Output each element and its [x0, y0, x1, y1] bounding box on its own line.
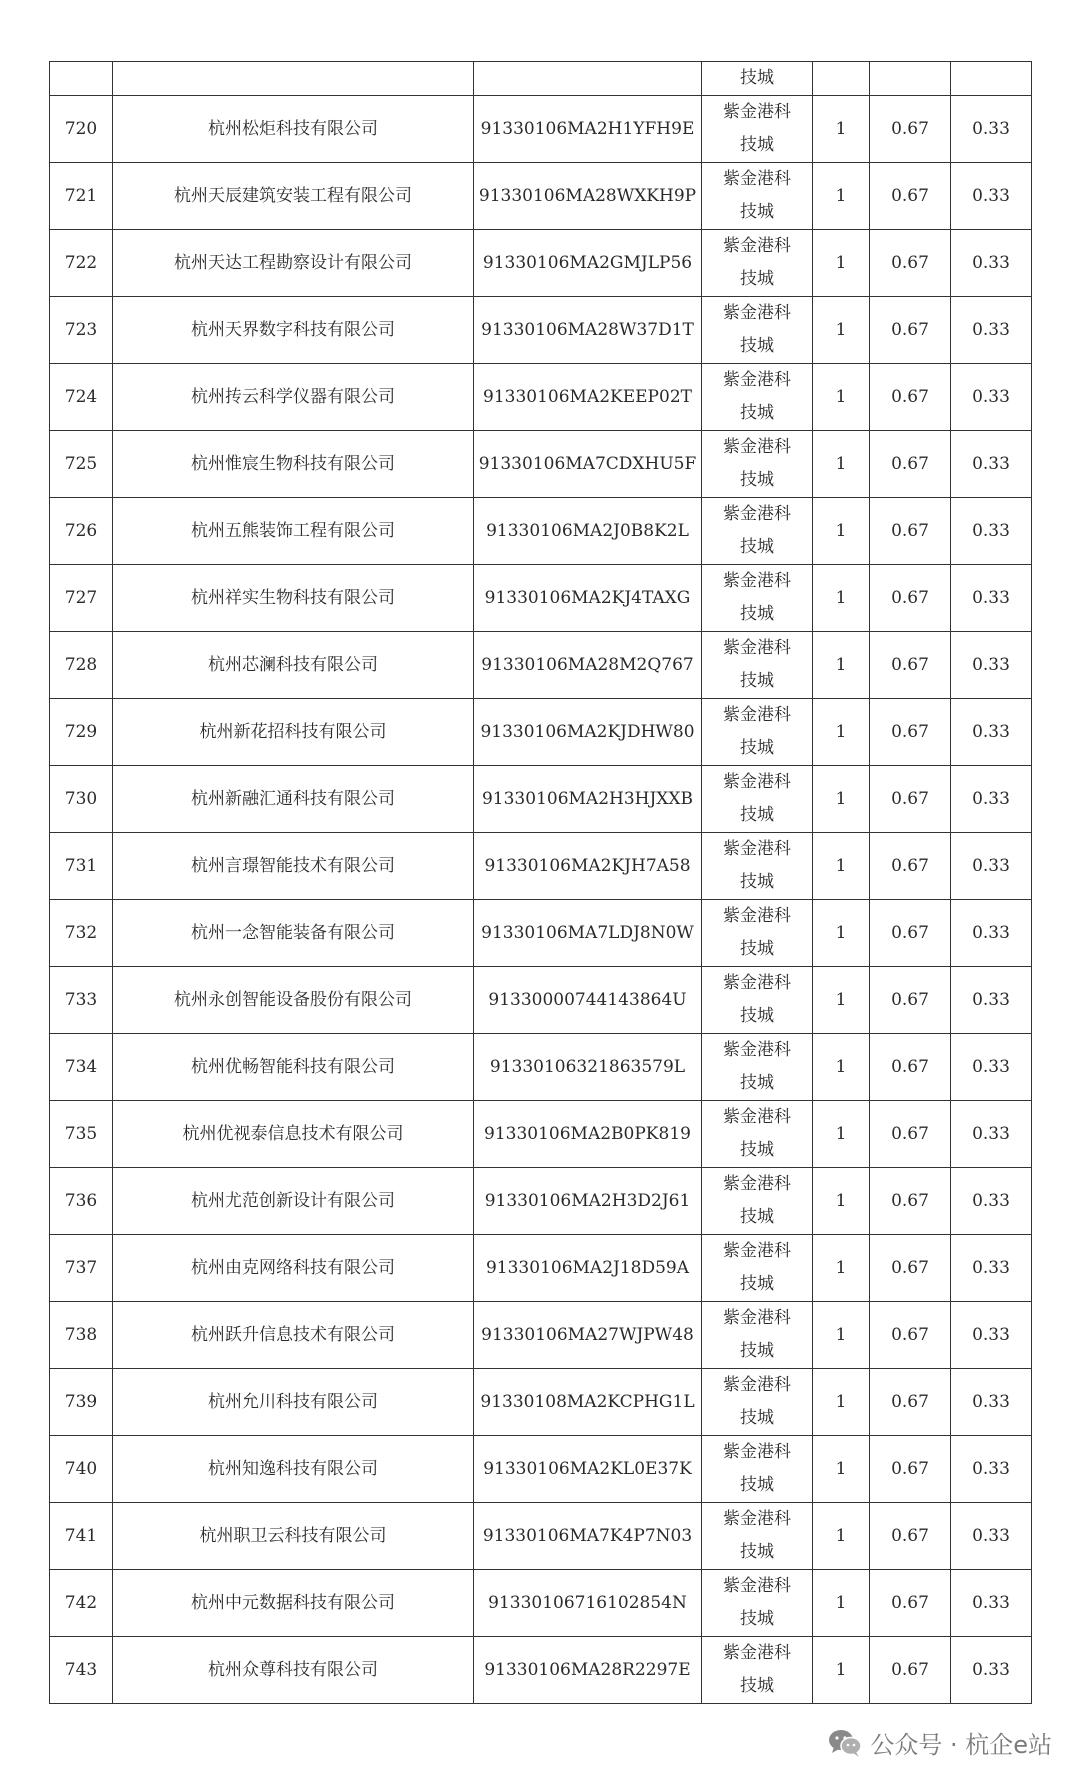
table-row — [50, 364, 1032, 431]
area-line: 技城 — [740, 1542, 774, 1562]
value-c: 0.33 — [951, 1302, 1032, 1369]
table-row — [50, 900, 1032, 967]
value-a: 1 — [813, 565, 870, 632]
area-line: 紫金港科 — [723, 1107, 791, 1127]
value-b: 0.67 — [870, 364, 951, 431]
credit-code: 91330106MA2J0B8K2L — [474, 498, 702, 565]
area-line: 紫金港科 — [723, 236, 791, 256]
company-name: 杭州一念智能装备有限公司 — [113, 900, 474, 967]
value-a: 1 — [813, 1637, 870, 1704]
company-name: 杭州由克网络科技有限公司 — [113, 1235, 474, 1302]
value-a: 1 — [813, 1503, 870, 1570]
table-row — [50, 230, 1032, 297]
credit-code: 91330108MA2KCPHG1L — [474, 1369, 702, 1436]
area-line: 技城 — [740, 269, 774, 289]
area-line: 技城 — [740, 470, 774, 490]
value-b: 0.67 — [870, 163, 951, 230]
row-number: 734 — [50, 1034, 113, 1101]
area-cell — [702, 699, 813, 766]
company-name: 杭州知逸科技有限公司 — [113, 1436, 474, 1503]
table-row — [50, 967, 1032, 1034]
value-a: 1 — [813, 1101, 870, 1168]
value-b: 0.67 — [870, 967, 951, 1034]
company-name: 杭州言璟智能技术有限公司 — [113, 833, 474, 900]
credit-code: 91330106716102854N — [474, 1570, 702, 1637]
company-name: 杭州跃升信息技术有限公司 — [113, 1302, 474, 1369]
company-name: 杭州优视泰信息技术有限公司 — [113, 1101, 474, 1168]
company-name: 杭州抟云科学仪器有限公司 — [113, 364, 474, 431]
value-b: 0.67 — [870, 1436, 951, 1503]
value-c: 0.33 — [951, 1570, 1032, 1637]
credit-code: 91330106MA2KEEP02T — [474, 364, 702, 431]
value-a: 1 — [813, 1436, 870, 1503]
area-cell — [702, 1302, 813, 1369]
area-cell — [702, 1369, 813, 1436]
area-line: 紫金港科 — [723, 906, 791, 926]
area-cell — [702, 498, 813, 565]
credit-code: 91330106MA7CDXHU5F — [474, 431, 702, 498]
table-row — [50, 632, 1032, 699]
area-line: 技城 — [740, 1073, 774, 1093]
credit-code: 91330106MA2KJH7A58 — [474, 833, 702, 900]
value-b: 0.67 — [870, 1570, 951, 1637]
area-cell — [702, 565, 813, 632]
credit-code: 91330106MA2KJDHW80 — [474, 699, 702, 766]
value-c: 0.33 — [951, 632, 1032, 699]
area-line: 紫金港科 — [723, 169, 791, 189]
wechat-icon — [828, 1728, 862, 1758]
table-row — [50, 163, 1032, 230]
row-number: 727 — [50, 565, 113, 632]
watermark-text: 公众号 · 杭企e站 — [870, 1731, 1052, 1759]
credit-code: 91330106321863579L — [474, 1034, 702, 1101]
company-name: 杭州天达工程勘察设计有限公司 — [113, 230, 474, 297]
area-line: 技城 — [740, 671, 774, 691]
value-c: 0.33 — [951, 699, 1032, 766]
table-row — [50, 297, 1032, 364]
area-line: 紫金港科 — [723, 1241, 791, 1261]
area-cell — [702, 1101, 813, 1168]
row-number: 730 — [50, 766, 113, 833]
watermark — [828, 1725, 1052, 1760]
value-a: 1 — [813, 766, 870, 833]
credit-code: 91330106MA28W37D1T — [474, 297, 702, 364]
value-a: 1 — [813, 297, 870, 364]
credit-code: 91330106MA2J18D59A — [474, 1235, 702, 1302]
value-b: 0.67 — [870, 297, 951, 364]
area-line: 紫金港科 — [723, 1509, 791, 1529]
area-line: 紫金港科 — [723, 303, 791, 323]
area-cell — [702, 833, 813, 900]
table-row — [50, 1570, 1032, 1637]
area-cell — [702, 766, 813, 833]
company-name: 杭州优畅智能科技有限公司 — [113, 1034, 474, 1101]
area-cell — [702, 1034, 813, 1101]
value-c: 0.33 — [951, 163, 1032, 230]
row-number: 737 — [50, 1235, 113, 1302]
area-cell — [702, 900, 813, 967]
row-number: 722 — [50, 230, 113, 297]
table-row — [50, 833, 1032, 900]
value-a: 1 — [813, 833, 870, 900]
area-line: 技城 — [740, 1408, 774, 1428]
company-name: 杭州芯澜科技有限公司 — [113, 632, 474, 699]
area-line: 紫金港科 — [723, 102, 791, 122]
company-name: 杭州天辰建筑安装工程有限公司 — [113, 163, 474, 230]
credit-code: 91330106MA28R2297E — [474, 1637, 702, 1704]
value-c: 0.33 — [951, 498, 1032, 565]
area-line: 技城 — [740, 403, 774, 423]
area-cell — [702, 297, 813, 364]
credit-code: 91330106MA2KJ4TAXG — [474, 565, 702, 632]
value-c: 0.33 — [951, 1637, 1032, 1704]
area-cell — [702, 163, 813, 230]
value-b: 0.67 — [870, 699, 951, 766]
company-name: 杭州松炬科技有限公司 — [113, 96, 474, 163]
row-number: 739 — [50, 1369, 113, 1436]
company-name: 杭州职卫云科技有限公司 — [113, 1503, 474, 1570]
company-name: 杭州惟宸生物科技有限公司 — [113, 431, 474, 498]
area-line: 紫金港科 — [723, 1442, 791, 1462]
row-number: 721 — [50, 163, 113, 230]
area-line: 紫金港科 — [723, 1643, 791, 1663]
company-name: 杭州五熊装饰工程有限公司 — [113, 498, 474, 565]
area-line: 技城 — [740, 805, 774, 825]
area-cell — [702, 1168, 813, 1235]
area-line: 紫金港科 — [723, 1040, 791, 1060]
value-b: 0.67 — [870, 833, 951, 900]
row-number: 741 — [50, 1503, 113, 1570]
area-line: 紫金港科 — [723, 504, 791, 524]
area-cell — [702, 230, 813, 297]
value-a: 1 — [813, 1034, 870, 1101]
table-row — [50, 699, 1032, 766]
value-a: 1 — [813, 632, 870, 699]
area-line: 紫金港科 — [723, 1308, 791, 1328]
value-b: 0.67 — [870, 230, 951, 297]
area-line: 技城 — [740, 1475, 774, 1495]
credit-code: 91330106MA27WJPW48 — [474, 1302, 702, 1369]
area-line: 技城 — [740, 1140, 774, 1160]
value-a: 1 — [813, 96, 870, 163]
company-table — [49, 61, 1032, 1704]
value-c: 0.33 — [951, 766, 1032, 833]
table-row — [50, 1436, 1032, 1503]
area-cell — [702, 364, 813, 431]
company-name: 杭州永创智能设备股份有限公司 — [113, 967, 474, 1034]
value-b: 0.67 — [870, 431, 951, 498]
value-b: 0.67 — [870, 900, 951, 967]
area-line: 技城 — [740, 336, 774, 356]
credit-code: 91330000744143864U — [474, 967, 702, 1034]
company-name: 杭州新融汇通科技有限公司 — [113, 766, 474, 833]
area-line: 技城 — [740, 135, 774, 155]
area-line: 技城 — [740, 1341, 774, 1361]
area-line: 紫金港科 — [723, 772, 791, 792]
table-row — [50, 1369, 1032, 1436]
area-line: 技城 — [740, 604, 774, 624]
area-line: 技城 — [740, 537, 774, 557]
table-row — [50, 1034, 1032, 1101]
value-b: 0.67 — [870, 632, 951, 699]
area-line: 紫金港科 — [723, 370, 791, 390]
row-number: 723 — [50, 297, 113, 364]
table-row — [50, 1302, 1032, 1369]
table-row — [50, 766, 1032, 833]
area-cell — [702, 1436, 813, 1503]
area-line: 紫金港科 — [723, 437, 791, 457]
value-c: 0.33 — [951, 364, 1032, 431]
area-cell — [702, 1235, 813, 1302]
value-c: 0.33 — [951, 230, 1032, 297]
area-line: 紫金港科 — [723, 638, 791, 658]
value-b: 0.67 — [870, 1637, 951, 1704]
table-row — [50, 1101, 1032, 1168]
area-line: 紫金港科 — [723, 571, 791, 591]
row-number: 735 — [50, 1101, 113, 1168]
value-c: 0.33 — [951, 1369, 1032, 1436]
row-number: 743 — [50, 1637, 113, 1704]
value-c: 0.33 — [951, 1235, 1032, 1302]
table-row — [50, 96, 1032, 163]
credit-code: 91330106MA28M2Q767 — [474, 632, 702, 699]
value-b: 0.67 — [870, 1168, 951, 1235]
credit-code: 91330106MA2H1YFH9E — [474, 96, 702, 163]
area-cell — [702, 1503, 813, 1570]
row-number: 728 — [50, 632, 113, 699]
company-name: 杭州祥实生物科技有限公司 — [113, 565, 474, 632]
row-number: 720 — [50, 96, 113, 163]
area-line: 紫金港科 — [723, 973, 791, 993]
table-row — [50, 431, 1032, 498]
value-b: 0.67 — [870, 1101, 951, 1168]
row-number: 729 — [50, 699, 113, 766]
value-c: 0.33 — [951, 297, 1032, 364]
value-c: 0.33 — [951, 1101, 1032, 1168]
value-b: 0.67 — [870, 1034, 951, 1101]
table-row — [50, 498, 1032, 565]
table-row — [50, 1637, 1032, 1704]
row-number: 724 — [50, 364, 113, 431]
value-a: 1 — [813, 1235, 870, 1302]
value-b: 0.67 — [870, 1503, 951, 1570]
row-number: 742 — [50, 1570, 113, 1637]
area-cell — [702, 967, 813, 1034]
area-line: 技城 — [740, 939, 774, 959]
value-b: 0.67 — [870, 1369, 951, 1436]
credit-code: 91330106MA7LDJ8N0W — [474, 900, 702, 967]
credit-code: 91330106MA2GMJLP56 — [474, 230, 702, 297]
value-c: 0.33 — [951, 967, 1032, 1034]
area-line: 紫金港科 — [723, 839, 791, 859]
row-number: 726 — [50, 498, 113, 565]
table-row — [50, 1168, 1032, 1235]
value-c: 0.33 — [951, 833, 1032, 900]
area-line: 紫金港科 — [723, 1576, 791, 1596]
area-line: 技城 — [740, 1609, 774, 1629]
area-line: 技城 — [740, 1676, 774, 1696]
area-cell — [702, 96, 813, 163]
area-line: 技城 — [740, 872, 774, 892]
row-number: 736 — [50, 1168, 113, 1235]
value-c: 0.33 — [951, 431, 1032, 498]
area-cell — [702, 1570, 813, 1637]
row-number: 725 — [50, 431, 113, 498]
value-a: 1 — [813, 364, 870, 431]
row-number: 740 — [50, 1436, 113, 1503]
value-b: 0.67 — [870, 1302, 951, 1369]
table-row — [50, 1235, 1032, 1302]
value-a: 1 — [813, 230, 870, 297]
area-line: 技城 — [740, 1006, 774, 1026]
company-name: 杭州天界数字科技有限公司 — [113, 297, 474, 364]
area-cell — [702, 632, 813, 699]
value-b: 0.67 — [870, 1235, 951, 1302]
area-line: 紫金港科 — [723, 1174, 791, 1194]
value-b: 0.67 — [870, 766, 951, 833]
row-number: 732 — [50, 900, 113, 967]
credit-code: 91330106MA2H3HJXXB — [474, 766, 702, 833]
value-c: 0.33 — [951, 565, 1032, 632]
value-c: 0.33 — [951, 96, 1032, 163]
company-name: 杭州允川科技有限公司 — [113, 1369, 474, 1436]
company-name: 杭州中元数据科技有限公司 — [113, 1570, 474, 1637]
value-a: 1 — [813, 431, 870, 498]
area-cell — [702, 1637, 813, 1704]
table-row — [50, 1503, 1032, 1570]
value-a: 1 — [813, 1570, 870, 1637]
value-a: 1 — [813, 900, 870, 967]
value-a: 1 — [813, 967, 870, 1034]
area-line: 技城 — [740, 202, 774, 222]
value-a: 1 — [813, 699, 870, 766]
area-line: 技城 — [740, 738, 774, 758]
value-c: 0.33 — [951, 1503, 1032, 1570]
table-row-partial — [50, 62, 1032, 96]
value-a: 1 — [813, 1168, 870, 1235]
value-a: 1 — [813, 1369, 870, 1436]
value-b: 0.67 — [870, 96, 951, 163]
area-cell — [702, 431, 813, 498]
credit-code: 91330106MA28WXKH9P — [474, 163, 702, 230]
value-c: 0.33 — [951, 1168, 1032, 1235]
value-c: 0.33 — [951, 1034, 1032, 1101]
value-b: 0.67 — [870, 565, 951, 632]
company-name: 杭州众尊科技有限公司 — [113, 1637, 474, 1704]
value-c: 0.33 — [951, 1436, 1032, 1503]
area-line: 技城 — [740, 1274, 774, 1294]
credit-code: 91330106MA2H3D2J61 — [474, 1168, 702, 1235]
table-row — [50, 565, 1032, 632]
value-a: 1 — [813, 498, 870, 565]
area-line: 紫金港科 — [723, 705, 791, 725]
value-a: 1 — [813, 1302, 870, 1369]
company-name: 杭州尤范创新设计有限公司 — [113, 1168, 474, 1235]
row-number: 733 — [50, 967, 113, 1034]
value-a: 1 — [813, 163, 870, 230]
value-c: 0.33 — [951, 900, 1032, 967]
row-number: 731 — [50, 833, 113, 900]
area-cell: 技城 — [702, 62, 813, 96]
area-line: 技城 — [740, 1207, 774, 1227]
row-number: 738 — [50, 1302, 113, 1369]
company-name: 杭州新花招科技有限公司 — [113, 699, 474, 766]
value-b: 0.67 — [870, 498, 951, 565]
credit-code: 91330106MA7K4P7N03 — [474, 1503, 702, 1570]
credit-code: 91330106MA2KL0E37K — [474, 1436, 702, 1503]
area-line: 紫金港科 — [723, 1375, 791, 1395]
credit-code: 91330106MA2B0PK819 — [474, 1101, 702, 1168]
